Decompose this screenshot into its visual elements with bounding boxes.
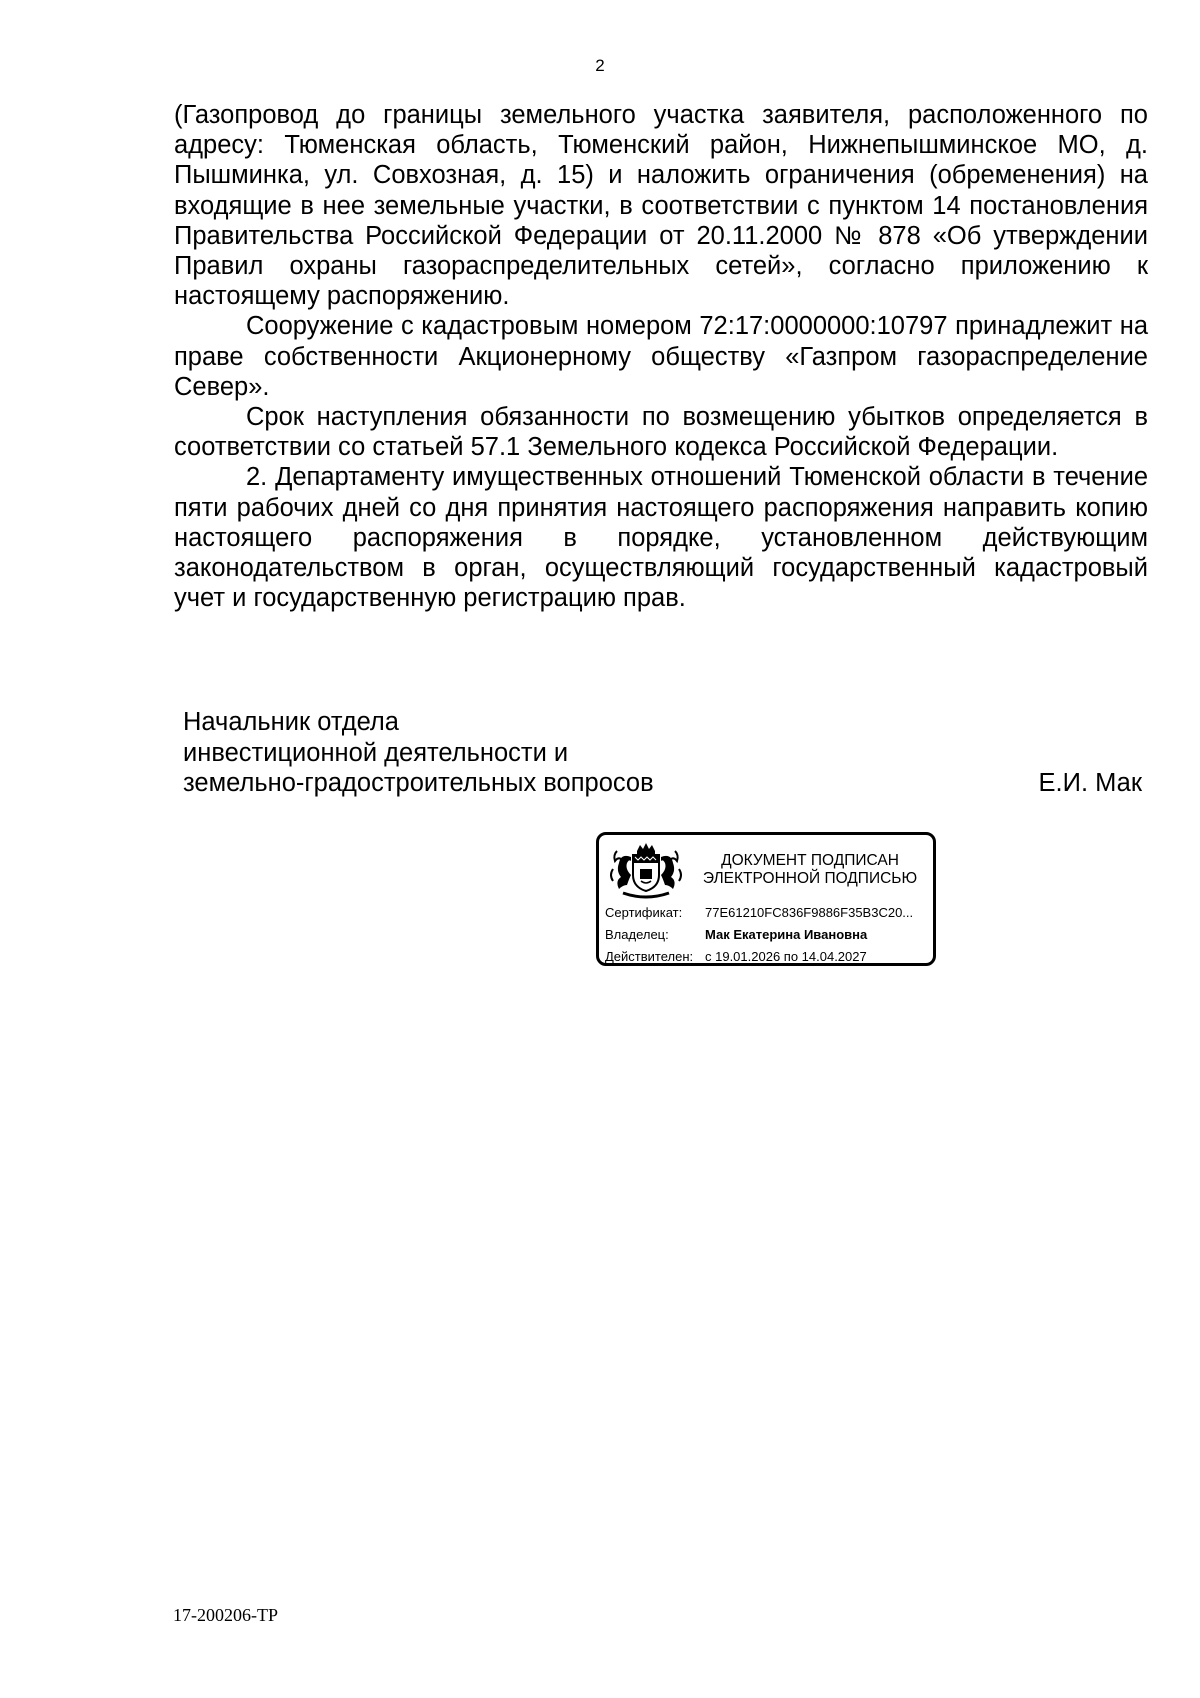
signer-position-line: земельно-градостроительных вопросов: [183, 769, 654, 797]
stamp-owner-row: [605, 927, 867, 943]
stamp-title: [695, 852, 925, 888]
paragraph-item-2: 2. Департаменту имущественных отношений Тюменской области в течение пяти рабочих дней со дня принятия настоящего распоряжения направить копию настоящего распоряжения в порядке, установленном действующим законодательством в орган, осуществляющий государственный кадастровый учет и государственную регистрацию прав.: [174, 463, 1148, 613]
stamp-validity-value: с 19.01.2026 по 14.04.2027: [705, 949, 867, 964]
tyumen-region-coat-of-arms-icon: [607, 841, 685, 905]
signer-position: [183, 707, 654, 799]
stamp-certificate-value: 77E61210FC836F9886F35B3C20...: [705, 905, 914, 920]
stamp-validity-row: [605, 949, 867, 965]
signer-position-line: Начальник отдела: [183, 708, 399, 736]
paragraph-intro: (Газопровод до границы земельного участка заявителя, расположенного по адресу: Тюменская область, Тюменский район, Нижнепышминское МО, д. Пышминка, ул. Совхозная, д. 15) и наложить ограничения (обременения) на входящие в нее земельные участки, в соответствии с пунктом 14 постановления Правительства Российской Федерации от 20.11.2000 № 878 «Об утверждении Правил охраны газораспределительных сетей», согласно приложению к настоящему распоряжению.: [174, 101, 1148, 311]
paragraph-damages-term: Срок наступления обязанности по возмещению убытков определяется в соответствии со статьей 57.1 Земельного кодекса Российской Федерации.: [174, 403, 1148, 462]
stamp-validity-label: Действителен:: [605, 949, 694, 964]
stamp-title-line: ДОКУМЕНТ ПОДПИСАН: [721, 852, 899, 869]
stamp-certificate-row: [605, 905, 913, 921]
stamp-title-line: ЭЛЕКТРОННОЙ ПОДПИСЬЮ: [702, 870, 918, 887]
document-body: [174, 100, 1148, 613]
stamp-owner-value: Мак Екатерина Ивановна: [705, 927, 868, 942]
paragraph-ownership: Сооружение с кадастровым номером 72:17:0000000:10797 принадлежит на праве собственности Акционерному обществу «Газпром газораспределение Север».: [174, 312, 1148, 401]
stamp-owner-label: Владелец:: [605, 927, 669, 942]
stamp-certificate-label: Сертификат:: [605, 905, 683, 920]
signer-position-line: инвестиционной деятельности и: [183, 738, 569, 767]
page-number: 2: [595, 56, 605, 75]
electronic-signature-stamp: [596, 832, 936, 966]
signer-name: Е.И. Мак: [1038, 769, 1142, 797]
document-footer-code: 17-200206-ТР: [173, 1605, 278, 1625]
